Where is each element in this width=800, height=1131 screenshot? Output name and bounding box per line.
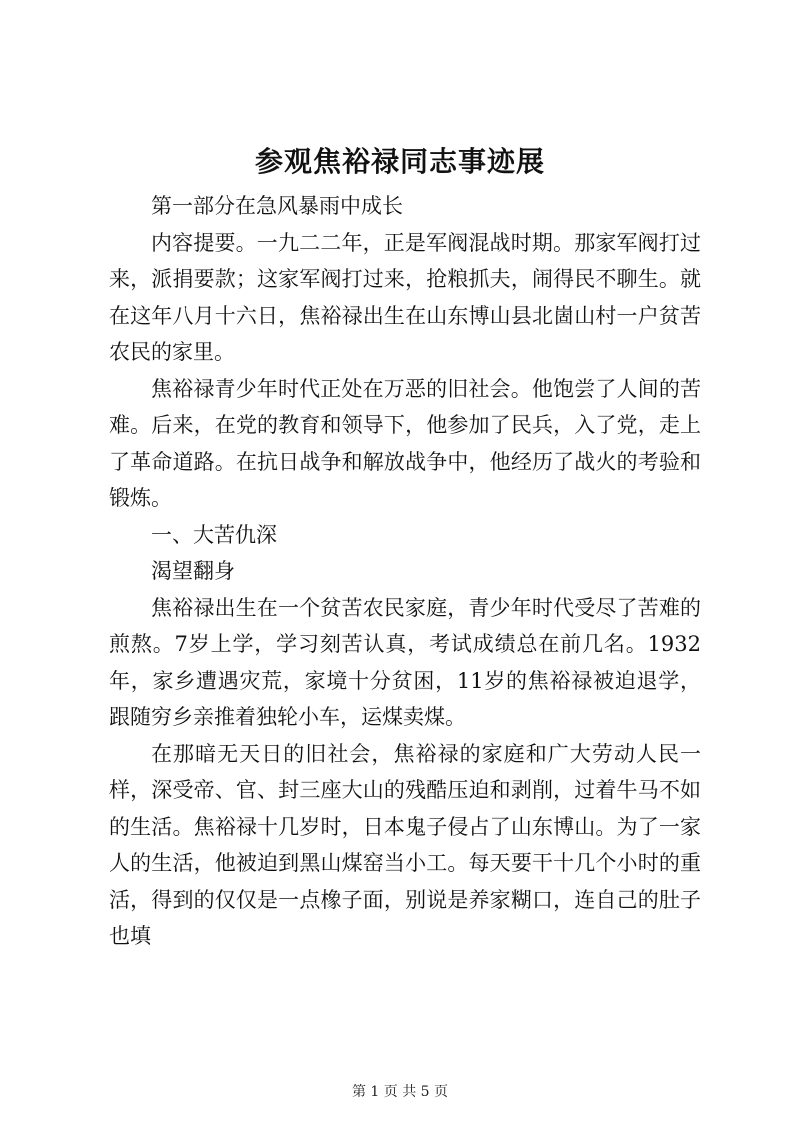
paragraph: 焦裕禄青少年时代正处在万恶的旧社会。他饱尝了人间的苦难。后来，在党的教育和领导下，他参加了民兵，入了党，走上了革命道路。在抗日战争和解放战争中，他经历了战火的考验和锻炼。 (109, 376, 701, 510)
paragraph: 在那暗无天日的旧社会，焦裕禄的家庭和广大劳动人民一样，深受帝、官、封三座大山的残酷压迫和剥削，过着牛马不如的生活。焦裕禄十几岁时，日本鬼子侵占了山东博山。为了一家人的生活，他被迫到黑山煤窑当小工。每天要干十几个小时的重活，得到的仅仅是一点橡子面，别说是养家糊口，连自己的肚子也填 (109, 741, 701, 948)
paragraph: 内容提要。一九二二年，正是军阀混战时期。那家军阀打过来，派捐要款；这家军阀打过来，抢粮抓夫，闹得民不聊生。就在这年八月十六日，焦裕禄出生在山东博山县北崮山村一户贫苦农民的家里。 (109, 230, 701, 364)
section-heading: 一、大苦仇深 (151, 522, 277, 547)
page-number-footer: 第 1 页 共 5 页 (351, 1084, 449, 1100)
section-heading: 渴望翻身 (151, 559, 235, 583)
page-title: 参观焦裕禄同志事迹展 (254, 145, 545, 178)
section-heading: 第一部分在急风暴雨中成长 (151, 194, 403, 218)
paragraph: 焦裕禄出生在一个贫苦农民家庭，青少年时代受尽了苦难的煎熬。7岁上学，学习刻苦认真，考试成绩总在前几名。1932年，家乡遭遇灾荒，家境十分贫困，11岁的焦裕禄被迫退学，跟随穷乡亲推着独轮小车，运煤卖煤。 (109, 595, 701, 729)
document-body (109, 188, 701, 955)
